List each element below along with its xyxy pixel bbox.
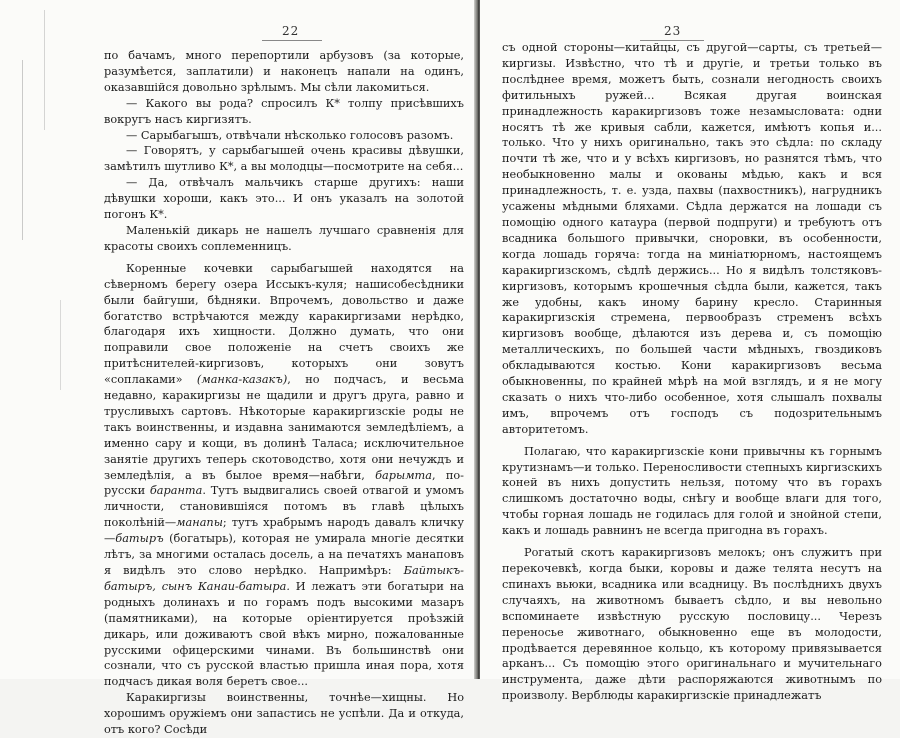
scan-noise xyxy=(10,0,90,679)
right-page xyxy=(480,0,900,703)
paragraph: по бачамъ, много перепортили арбузовъ (за которые, разумѣется, заплатили) и наконецъ напали на одинъ, оказавшійся довольно зрѣлымъ. Мы сѣли лакомиться. xyxy=(104,49,464,94)
paragraph: Маленькій дикарь не нашелъ лучшаго сравненія для красоты своихъ соплеменницъ. xyxy=(104,223,464,253)
paragraph: Каракиргизы воинственны, точнѣе—хищны. Но хорошимъ оружіемъ они запастись не успѣли. Да и откуда, отъ кого? Сосѣди xyxy=(104,691,464,737)
page-number: 22 xyxy=(282,24,300,38)
paragraph: — Да, отвѣчалъ мальчикъ старше другихъ: наши дѣвушки хороши, какъ это... И онъ указалъ на золотой погонъ К*. xyxy=(104,176,464,222)
paragraph: съ одной стороны—китайцы, съ другой—сарты, съ третьей—киргизы. Извѣстно, что тѣ и другіе, и третьи только въ послѣднее время, можетъ быть, сознали негодность своихъ фитильныхъ ружей... Всякая другая воинская принадлежность каракиргизовъ тоже незамысловата: одни носятъ тѣ же кривыя сабли, кажется, имѣютъ копья и... только. Что у нихъ оригинально, такъ это сѣдла: по складу почти тѣ же, что и у всѣхъ киргизовъ, но разнятся тѣмъ, что необыкновенно малы и окованы мѣдью, какъ и вся принадлежность, т. е. узда, пахвы (пахвостникъ), нагрудникъ усажены мѣдными бляхами. Сѣдла держатся на лошади съ помощію одного катаура (первой подпруги) и требуютъ отъ всадника большого привычки, сноровки, въ особенности, когда лошадь горяча: тогда на миніатюрномъ, настоящемъ каракиргизскомъ, сѣдлѣ держись... Но я видѣлъ толстяковъ-киргизовъ, которымъ крошечныя сѣдла были, кажется, такъ же удобны, какъ иному барину кресло. Старинныя каракиргизскія стремена, первообразъ стременъ всѣхъ киргизовъ вообще, дѣлаются изъ дерева и, съ помощію металлическихъ, по большей части мѣдныхъ, гвоздиковъ обкладываются костью. Кони каракиргизовъ весьма обыкновенны, по крайней мѣрѣ на мой взглядъ, и я не могу сказать о нихъ что-либо особенное, хотя слышалъ похвалы имъ, впрочемъ отъ господъ съ подозрительнымъ авторитетомъ. xyxy=(502,41,882,436)
page-body xyxy=(502,40,882,704)
page-body xyxy=(104,48,464,738)
paragraph: Коренные кочевки сарыбагышей находятся на сѣверномъ берегу озера Иссыкъ-куля; нашисобесѣдники были байгуши, бѣдняки. Впрочемъ, довольство и даже богатство встрѣчаются между каракиргизами нерѣдко, благодаря ихъ хищности. Должно думать, что они поправили свое положеніе на счетъ своихъ же притѣснителей-киргизовъ, которыхъ они зовутъ «соплаками» (манка-казакъ), но подчасъ, и весьма недавно, каракиргизы не щадили и другъ друга, равно и трусливыхъ сартовъ. Нѣкоторые каракиргизскіе роды не такъ воинственны, и издавна занимаются земледѣліемъ, а именно сару и кощи, въ долинѣ Таласа; исключительное занятіе другихъ теперь скотоводство, хотя они нечуждъ и земледѣлія, а въ былое время—набѣги, барымта, по-русски баранта. Тутъ выдвигались своей отвагой и умомъ личности, становившіяся потомъ въ главѣ цѣлыхъ поколѣній—манапы; тутъ храбрымъ народъ давалъ кличку—батыръ (богатырь), которая не умирала многіе десятки лѣтъ, за многими осталась досель, а на печатяхъ манаповъ я видѣлъ это слово нерѣдко. Напримѣръ: Байтыкъ-батыръ, сынъ Канаи-батыра. И лежатъ эти богатыри на родныхъ долинахъ и по горамъ подъ высокими мазаръ (памятниками), на которые оріентируется проѣзжій дикарь, или доживаютъ свой вѣкъ мирно, пожалованные русскими офицерскими чинами. Въ большинствѣ они сознали, что съ русской властью пришла иная пора, хотя подчасъ дикая воля беретъ свое... xyxy=(104,261,464,689)
paragraph: Полагаю, что каракиргизскіе кони привычны къ горнымъ крутизнамъ—и только. Переносливости степныхъ киргизскихъ коней въ нихъ допустить нельзя, потому что въ горахъ слишкомъ достаточно воды, снѣгу и вообще влаги для того, чтобы горная лошадь не годилась для голой и знойной степи, какъ и лошадь равнинъ не всегда пригодна въ горахъ. xyxy=(502,444,883,538)
page-number-rule xyxy=(262,40,322,41)
paragraph: — Сарыбагышъ, отвѣчали нѣсколько голосовъ разомъ. xyxy=(126,128,454,142)
paragraph: — Говорятъ, у сарыбагышей очень красивы дѣвушки, замѣтилъ шутливо К*, а вы молодцы—посмотрите на себя... xyxy=(104,144,464,174)
page-number: 23 xyxy=(664,24,682,38)
paragraph: Рогатый скотъ каракиргизовъ мелокъ; онъ служитъ при перекочевкѣ, когда быки, коровы и даже телята несутъ на спинахъ вьюки, всадника или всадницу. Въ послѣднихъ двухъ случаяхъ, на животномъ бываетъ сѣдло, и вы невольно вспоминаете извѣстную русскую пословицу... Черезъ переносье животнаго, обыкновенно еще въ молодости, продѣвается деревянное кольцо, къ которому привязывается арканъ... Съ помощію этого оригинальнаго и мучительнаго инструмента, даже дѣти распоряжаются животнымъ по произволу. Верблюды каракиргизскіе принадлежатъ xyxy=(502,546,882,703)
paragraph: — Какого вы рода? спросилъ К* толпу присѣвшихъ вокругъ насъ киргизятъ. xyxy=(104,96,464,126)
